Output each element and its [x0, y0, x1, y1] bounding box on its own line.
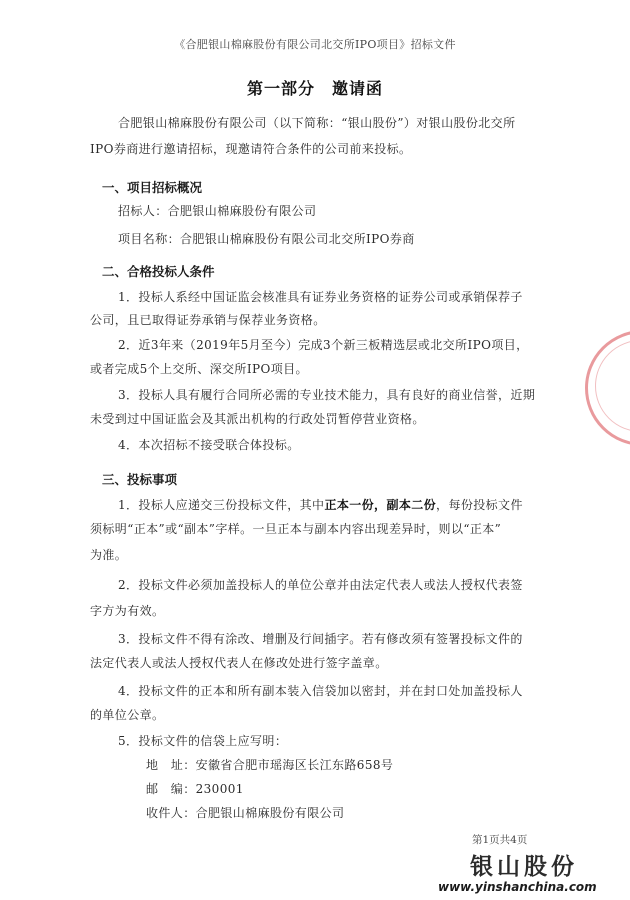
section2-item4: 4．本次招标不接受联合体投标。: [118, 438, 300, 452]
section3-item1-line1: [118, 496, 523, 513]
intro-line-2: IPO券商进行邀请招标，现邀请符合条件的公司前来投标。: [90, 142, 412, 156]
section3-item1-post: ，每份投标文件: [436, 498, 523, 512]
running-header: 《合肥银山棉麻股份有限公司北交所IPO项目》招标文件: [174, 38, 456, 51]
mail-address: 地 址：安徽省合肥市瑶海区长江东路658号: [146, 758, 394, 772]
section2-item2-line1: 2．近3年来（2019年5月至今）完成3个新三板精选层或北交所IPO项目，: [118, 338, 529, 352]
section3-heading: 三、投标事项: [102, 472, 178, 487]
section2-item1-line1: 1．投标人系经中国证监会核准具有证券业务资格的证券公司或承销保荐子: [118, 290, 523, 304]
section3-item3-line1: 3．投标文件不得有涂改、增删及行间插字。若有修改须有签署投标文件的: [118, 632, 523, 646]
section2-heading: 二、合格投标人条件: [102, 264, 215, 279]
section2-item2-line2: 或者完成5个上交所、深交所IPO项目。: [90, 362, 308, 376]
section1-tenderer: 招标人：合肥银山棉麻股份有限公司: [118, 204, 317, 218]
section3-item4-line1: 4．投标文件的正本和所有副本装入信袋加以密封，并在封口处加盖投标人: [118, 684, 523, 698]
section3-item1-bold: 正本一份，副本二份: [324, 498, 437, 512]
section3-item4-line2: 的单位公章。: [90, 708, 165, 722]
section3-item3-line2: 法定代表人或法人授权代表人在修改处进行签字盖章。: [90, 656, 388, 670]
intro-line-1: 合肥银山棉麻股份有限公司（以下简称：“银山股份”）对银山股份北交所: [118, 116, 516, 130]
section3-item1-line3: 为准。: [90, 548, 128, 562]
section2-item3-line2: 未受到过中国证监会及其派出机构的行政处罚暂停营业资格。: [90, 412, 425, 426]
mail-postcode: 邮 编：230001: [146, 782, 244, 796]
section2-item3-line1: 3．投标人具有履行合同所必需的专业技术能力，具有良好的商业信誉，近期: [118, 388, 536, 402]
section3-item1-line2: 须标明“正本”或“副本”字样。一旦正本与副本内容出现差异时，则以“正本”: [90, 522, 502, 536]
watermark-url: www.yinshanchina.com: [438, 880, 597, 894]
page-number: 第1页共4页: [472, 834, 528, 846]
watermark-logo: 银山股份: [470, 854, 578, 880]
section3-item2-line1: 2．投标文件必须加盖投标人的单位公章并由法定代表人或法人授权代表签: [118, 578, 523, 592]
section3-item5: 5．投标文件的信袋上应写明：: [118, 734, 288, 748]
section2-item1-line2: 公司，且已取得证券承销与保荐业务资格。: [90, 313, 326, 327]
mail-recipient: 收件人：合肥银山棉麻股份有限公司: [146, 806, 345, 820]
section1-heading: 一、项目招标概况: [102, 180, 203, 195]
section3-item2-line2: 字方为有效。: [90, 604, 165, 618]
page-title: 第一部分 邀请函: [246, 79, 383, 98]
section3-item1-pre: 1．投标人应递交三份投标文件，其中: [118, 498, 325, 512]
section1-project-name: 项目名称：合肥银山棉麻股份有限公司北交所IPO券商: [118, 232, 415, 246]
